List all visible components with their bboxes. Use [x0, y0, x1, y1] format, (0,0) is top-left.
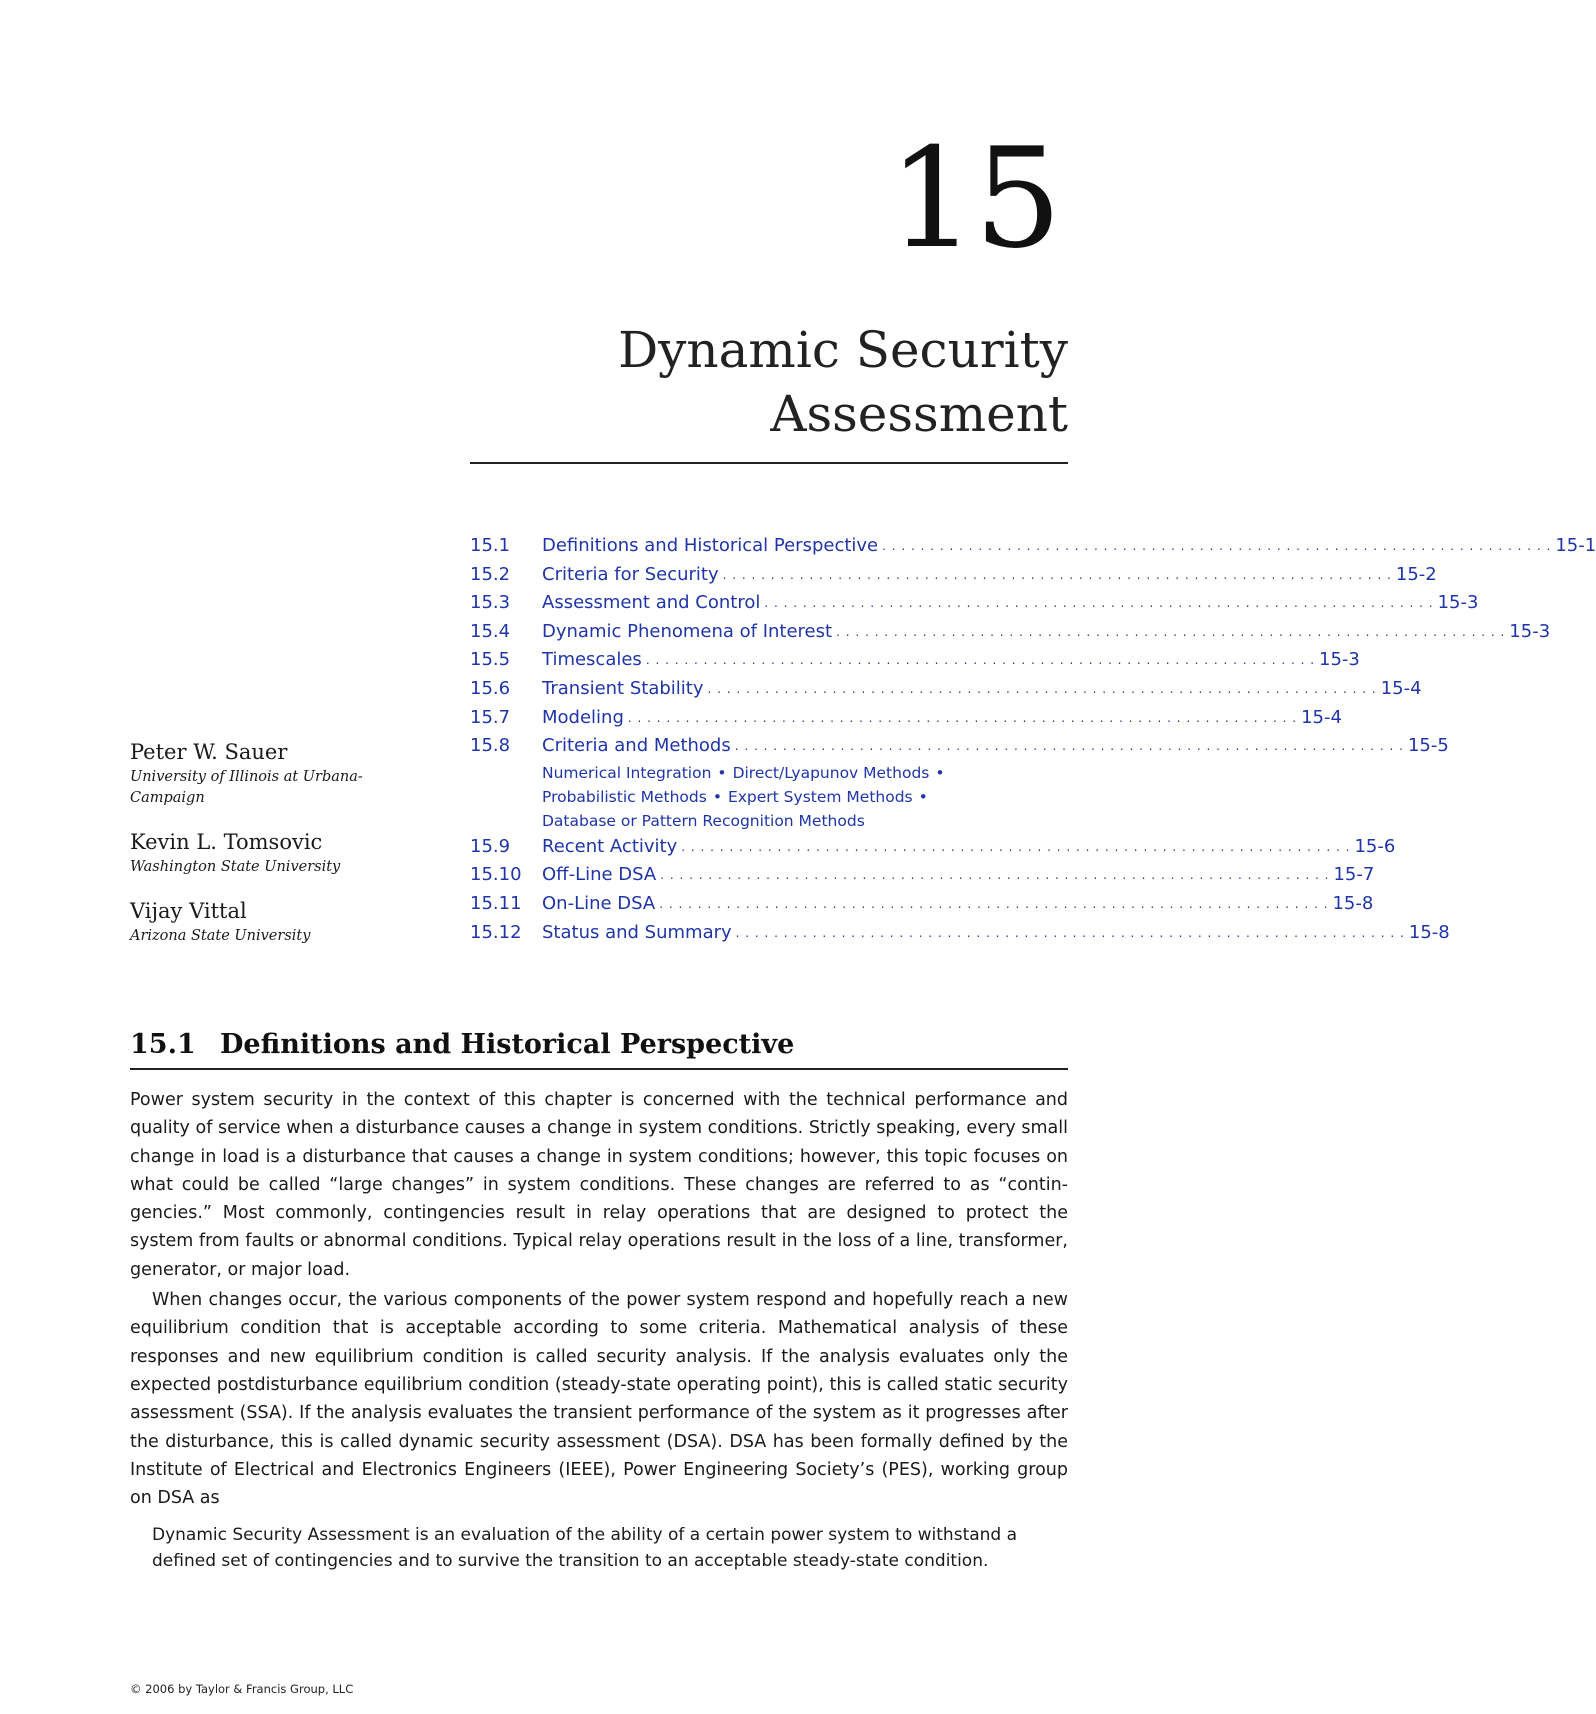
toc-leader: . . . . . . . . . . . . . . . . . . . . . . . . . . . . . . . . . . . . . . . . . . . . . . . . . . . . . . . . . . . . . . . . . . . . . . [660, 868, 1330, 883]
author-affiliation: Arizona State University [130, 928, 311, 944]
author-affiliation: Washington State University [130, 859, 341, 875]
author-entry [130, 896, 430, 947]
toc-entry-15-7[interactable] [470, 704, 1342, 733]
copyright-notice: © 2006 by Taylor & Francis Group, LLC [130, 1682, 354, 1696]
toc-entry-title: Definitions and Historical Perspective [542, 535, 879, 556]
toc-entry-15-9[interactable] [470, 833, 1396, 862]
toc-entry-number: 15.2 [470, 563, 511, 585]
toc-entry-title: Status and Summary [542, 921, 732, 943]
toc-entry-15-8[interactable] [470, 732, 1449, 761]
table-of-contents [470, 532, 1596, 947]
definition-quote: Dynamic Security Assessment is an evaluation of the ability of a certain power system to withstand a defined set of contingencies and to survive the transition to an acceptable steady-state condition. [152, 1525, 1018, 1571]
toc-leader: . . . . . . . . . . . . . . . . . . . . . . . . . . . . . . . . . . . . . . . . . . . . . . . . . . . . . . . . . . . . . . . . . . . . . . [681, 839, 1351, 854]
toc-sub-database-pattern[interactable]: Database or Pattern Recognition Methods [542, 811, 865, 830]
toc-entry-page: 15-1 [1555, 535, 1596, 556]
toc-entry-number: 15.3 [470, 592, 511, 614]
toc-leader: . . . . . . . . . . . . . . . . . . . . . . . . . . . . . . . . . . . . . . . . . . . . . . . . . . . . . . . . . . . . . . . . . . . . . . [734, 739, 1404, 754]
toc-entry-page: 15-6 [1354, 835, 1396, 857]
author-name: Peter W. Sauer [130, 740, 288, 764]
toc-entry-15-10[interactable] [470, 861, 1375, 890]
toc-entry-15-6[interactable] [470, 675, 1422, 704]
toc-entry-title: Recent Activity [542, 835, 678, 857]
title-divider [470, 462, 1068, 464]
toc-entry-title: On-Line DSA [542, 892, 656, 914]
toc-entry-title: Dynamic Phenomena of Interest [542, 620, 833, 642]
toc-entry-title: Assessment and Control [542, 592, 761, 614]
section-body [130, 1086, 1068, 1512]
author-name: Kevin L. Tomsovic [130, 830, 323, 854]
body-paragraph-2: When changes occur, the various components of the power system respond and hopefully reach a new equilibrium condition that is acceptable according to some criteria. Mathematical analysis of these responses and new equilibrium condition is called security analysis. If the analysis evaluates only the expected postdisturbance equilibrium condition (steady-state operating point), this is called static security assessment (SSA). If the analysis evaluates the transient performance of the system as it progresses after the disturbance, this is called dynamic security assessment (DSA). DSA has been formally defined by the Institute of Electrical and Electronics Engineers (IEEE), Power Engineering Society’s (PES), working group on DSA as [130, 1290, 1068, 1509]
toc-entry-number: 15.5 [470, 649, 511, 671]
toc-entry-15-3[interactable] [470, 589, 1479, 618]
toc-entry-15-12[interactable] [470, 919, 1450, 948]
toc-entry-page: 15-4 [1301, 706, 1342, 728]
toc-sub-line [542, 809, 982, 833]
toc-entry-number: 15.6 [470, 677, 511, 699]
toc-leader: . . . . . . . . . . . . . . . . . . . . . . . . . . . . . . . . . . . . . . . . . . . . . . . . . . . . . . . . . . . . . . . . . . . . . . [882, 539, 1552, 553]
body-paragraph-1: Power system security in the context of this chapter is concerned with the technical performance and quality of service when a disturbance causes a change in system conditions. Strictly speaking, every small change in load is a disturbance that causes a change in system conditions; however, this topic focuses on what could be called “large changes” in system conditions. These changes are referred to as “contin-gencies.” Most commonly, contingencies result in relay operations that are designed to protect the system from faults or abnormal conditions. Typical relay operations result in the loss of a line, transformer, generator, or major load. [130, 1090, 1068, 1280]
toc-entry-title: Transient Stability [542, 677, 704, 699]
toc-sub-probabilistic[interactable]: Probabilistic Methods [542, 787, 707, 806]
toc-entry-page: 15-4 [1380, 677, 1422, 699]
author-affiliation: University of Illinois at Urbana-Campaign [130, 769, 363, 806]
bullet-icon: • [712, 787, 722, 806]
toc-entry-page: 15-3 [1319, 649, 1360, 671]
toc-subentries-15-8 [542, 761, 982, 833]
toc-leader: . . . . . . . . . . . . . . . . . . . . . . . . . . . . . . . . . . . . . . . . . . . . . . . . . . . . . . . . . . . . . . . . . . . . . . [722, 567, 1392, 582]
toc-sub-numerical-integration[interactable]: Numerical Integration [542, 763, 712, 782]
toc-entry-15-2[interactable] [470, 561, 1437, 590]
toc-leader: . . . . . . . . . . . . . . . . . . . . . . . . . . . . . . . . . . . . . . . . . . . . . . . . . . . . . . . . . . . . . . . . . . . . . . [645, 653, 1316, 668]
toc-entry-title: Modeling [542, 706, 624, 728]
section-divider [130, 1068, 1068, 1070]
section-number: 15.1 [130, 1029, 196, 1060]
toc-entry-page: 15-8 [1332, 892, 1374, 914]
toc-entry-number: 15.11 [470, 892, 522, 914]
toc-entry-page: 15-3 [1437, 592, 1479, 614]
toc-entry-page: 15-7 [1333, 864, 1375, 886]
chapter-title-line1: Dynamic Security [618, 321, 1068, 379]
author-entry [130, 737, 430, 809]
author-list [130, 737, 430, 965]
toc-leader: . . . . . . . . . . . . . . . . . . . . . . . . . . . . . . . . . . . . . . . . . . . . . . . . . . . . . . . . . . . . . . . . . . . . . . [627, 710, 1298, 725]
toc-sub-expert-system[interactable]: Expert System Methods [727, 787, 913, 806]
toc-leader: . . . . . . . . . . . . . . . . . . . . . . . . . . . . . . . . . . . . . . . . . . . . . . . . . . . . . . . . . . . . . . . . . . . . . . [836, 624, 1506, 639]
toc-leader: . . . . . . . . . . . . . . . . . . . . . . . . . . . . . . . . . . . . . . . . . . . . . . . . . . . . . . . . . . . . . . . . . . . . . . [659, 896, 1329, 911]
toc-entry-number: 15.4 [470, 620, 511, 642]
bullet-icon: • [935, 763, 945, 782]
section-title: Definitions and Historical Perspective [220, 1029, 795, 1060]
toc-entry-number: 15.12 [470, 921, 522, 943]
toc-entry-number: 15.10 [470, 864, 522, 886]
toc-entry-title: Criteria and Methods [542, 735, 731, 757]
author-entry [130, 827, 430, 878]
toc-sub-direct-lyapunov[interactable]: Direct/Lyapunov Methods [732, 763, 930, 782]
toc-entry-title: Timescales [542, 649, 642, 671]
toc-entry-page: 15-8 [1408, 921, 1450, 943]
toc-entry-15-4[interactable] [470, 618, 1551, 647]
toc-sub-line [542, 785, 982, 809]
author-name: Vijay Vittal [130, 899, 247, 923]
toc-entry-page: 15-2 [1395, 563, 1437, 585]
toc-leader: . . . . . . . . . . . . . . . . . . . . . . . . . . . . . . . . . . . . . . . . . . . . . . . . . . . . . . . . . . . . . . . . . . . . . . [707, 681, 1377, 696]
toc-entry-page: 15-3 [1509, 620, 1551, 642]
toc-leader: . . . . . . . . . . . . . . . . . . . . . . . . . . . . . . . . . . . . . . . . . . . . . . . . . . . . . . . . . . . . . . . . . . . . . . [764, 596, 1434, 611]
toc-entry-number: 15.7 [470, 706, 511, 728]
chapter-title [618, 318, 1068, 446]
toc-entry-15-1[interactable] [470, 532, 1596, 561]
toc-entry-title: Criteria for Security [542, 563, 719, 585]
toc-entry-title: Off-Line DSA [542, 864, 657, 886]
toc-entry-number: 15.1 [470, 535, 511, 556]
toc-sub-line [542, 761, 982, 785]
bullet-icon: • [717, 763, 727, 782]
toc-entry-15-5[interactable] [470, 646, 1360, 675]
section-heading [130, 1025, 1068, 1065]
toc-entry-15-11[interactable] [470, 890, 1374, 919]
chapter-title-line2: Assessment [770, 385, 1068, 443]
toc-entry-number: 15.8 [470, 735, 511, 757]
bullet-icon: • [918, 787, 928, 806]
toc-entry-number: 15.9 [470, 835, 511, 857]
toc-leader: . . . . . . . . . . . . . . . . . . . . . . . . . . . . . . . . . . . . . . . . . . . . . . . . . . . . . . . . . . . . . . . . . . . . . . [735, 925, 1405, 940]
chapter-number: 15 [888, 118, 1060, 279]
toc-entry-page: 15-5 [1407, 735, 1449, 757]
